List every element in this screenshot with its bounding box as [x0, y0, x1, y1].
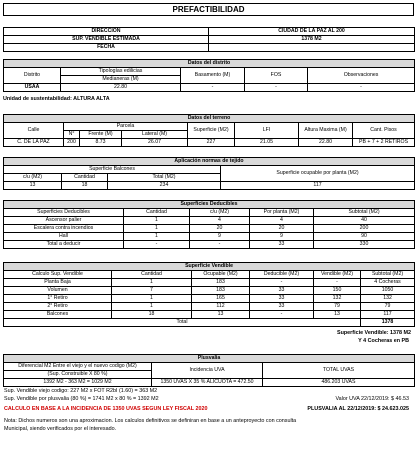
vendible-total-value: 1378	[361, 319, 415, 327]
table-cell: Escalera contra incendios	[4, 225, 124, 233]
total-header: Total (M2)	[108, 174, 221, 182]
table-cell: 1	[112, 303, 192, 311]
superficie-value: 227	[188, 139, 235, 147]
medianeras-value: 22.80	[61, 84, 181, 92]
table-row	[4, 225, 415, 233]
table-cell: 330	[314, 241, 415, 249]
vendible-header: Ocupable (M2)	[192, 271, 250, 279]
table-cell: 4 Cocheras	[361, 279, 415, 287]
table-cell: -	[124, 241, 190, 249]
lfi-value: 21.05	[235, 139, 299, 147]
total-uvas-header: TOTAL UVAS	[263, 363, 415, 379]
table-cell: 9	[250, 233, 314, 241]
deducibles-header: Subtotal (M2)	[314, 209, 415, 217]
calle-value: C. DE LA PAZ	[4, 139, 64, 147]
table-cell: 4	[190, 217, 250, 225]
basamento-header: Basamento (M)	[181, 68, 245, 84]
header-table	[3, 27, 415, 52]
observaciones-value: -	[308, 84, 415, 92]
table-cell: Total a deducir	[4, 241, 124, 249]
table-cell: -	[250, 311, 314, 319]
superficie-header: Superficie (M2)	[188, 123, 235, 139]
deducibles-header: Por planta (M2)	[250, 209, 314, 217]
ocupable-value: 117	[221, 182, 415, 190]
table-cell: 1	[124, 233, 190, 241]
deducibles-section-title: Superficies Deducibles	[4, 201, 415, 209]
vendible-header: Calculo Sup. Vendible	[4, 271, 112, 279]
sup-viejo-codigo: Sup. Vendible viejo codigo: 227 M2 x FOT R2bI (1.60) = 363 M2	[4, 388, 158, 394]
lateral-value: 26.07	[122, 139, 188, 147]
table-cell: 165	[192, 295, 250, 303]
lfi-header: LFI	[235, 123, 299, 139]
table-cell: Planta Baja	[4, 279, 112, 287]
cu-value: 13	[4, 182, 62, 190]
vendible-header: Vendible (M2)	[314, 271, 361, 279]
table-cell: 1	[112, 295, 192, 303]
medianeras-header: Medianeras (M)	[61, 76, 181, 84]
total-row	[4, 319, 415, 327]
table-cell: 1050	[361, 287, 415, 295]
table-cell: 13	[314, 311, 361, 319]
table-row	[4, 303, 415, 311]
altura-header: Altura Maxima (M)	[299, 123, 353, 139]
cantidad-value: 18	[62, 182, 108, 190]
vendible-table	[3, 262, 415, 327]
plusvalia-total: PLUSVALIA AL 22/12/2019: $ 24.623.025	[307, 406, 409, 412]
altura-value: 22.80	[299, 139, 353, 147]
table-cell: 117	[361, 311, 415, 319]
table-cell: 1	[124, 225, 190, 233]
vendible-header: Subtotal (M2)	[361, 271, 415, 279]
page-title: PREFACTIBILIDAD	[3, 3, 414, 16]
unidad-sustentabilidad: Unidad de sustentabilidad: ALTURA ALTA	[3, 96, 110, 102]
tejido-section-title: Aplicación normas de tejido	[4, 158, 415, 166]
terreno-table	[3, 114, 415, 147]
direccion-label: DIRECCION	[4, 28, 209, 36]
table-cell: 13	[192, 311, 250, 319]
diferencial-subheader: (Sup. Construible X 80 %)	[4, 371, 152, 379]
basamento-value: -	[181, 84, 245, 92]
table-cell: Hall	[4, 233, 124, 241]
distrito-value: USAA	[4, 84, 61, 92]
table-cell: 7	[112, 287, 192, 295]
table-cell: 33	[250, 287, 314, 295]
table-cell: 40	[314, 217, 415, 225]
deducibles-header: c/u (M2)	[190, 209, 250, 217]
vendible-total-label: Total	[4, 319, 361, 327]
diferencial-header: Diferencial M2 Entre el viejo y el nuevo codigo (M2)	[4, 363, 152, 371]
vendible-header: Deducible (M2)	[250, 271, 314, 279]
table-cell: 18	[112, 311, 192, 319]
vendible-header: Cantidad	[112, 271, 192, 279]
table-cell: 79	[361, 303, 415, 311]
fos-value: -	[245, 84, 308, 92]
table-cell: 20	[250, 225, 314, 233]
table-cell: 132	[361, 295, 415, 303]
table-cell: 4	[250, 217, 314, 225]
ocupable-header: Superficie ocupable por planta (M2)	[221, 166, 415, 182]
calle-header: Calle	[4, 123, 64, 139]
table-cell: 79	[314, 303, 361, 311]
nota-line-2: Municipal, siendo verificados por el interesado.	[4, 426, 117, 432]
deducibles-header: Cantidad	[124, 209, 190, 217]
vendible-summary: Superficie Vendible: 1378 M2	[337, 330, 411, 336]
fecha-value	[209, 44, 415, 52]
pisos-header: Cant. Pisos	[353, 123, 415, 139]
fecha-label: FECHA	[4, 44, 209, 52]
distrito-table	[3, 59, 415, 92]
plusvalia-table	[3, 354, 415, 387]
nota-line-1: Nota: Dichos numeros son una aproximacion. Los calculos definitivos se definiran en base a un anteproyecto con consulta	[4, 418, 297, 424]
calculo-notice: CALCULO EN BASE A LA INCIDENCIA DE 1350 UVAS SEGUN LEY FISCAL 2020	[4, 406, 208, 412]
lateral-header: Lateral (M)	[122, 131, 188, 139]
sup-vendible-label: SUP. VENDIBLE ESTIMADA	[4, 36, 209, 44]
distrito-header: Distrito	[4, 68, 61, 84]
pisos-value: PB + 7 + 2 RETIROS	[353, 139, 415, 147]
table-cell: 33	[250, 241, 314, 249]
direccion-value: CIUDAD DE LA PAZ AL 200	[209, 28, 415, 36]
table-cell: 150	[314, 287, 361, 295]
table-cell: 33	[250, 303, 314, 311]
table-cell: Ascensor palier	[4, 217, 124, 225]
cantidad-header: Cantidad	[62, 174, 108, 182]
table-cell: 183	[192, 287, 250, 295]
table-cell: Volumen	[4, 287, 112, 295]
table-cell: 2° Retiro	[4, 303, 112, 311]
table-row	[4, 217, 415, 225]
table-cell: 200	[314, 225, 415, 233]
n-value: 200	[64, 139, 80, 147]
sup-plusvalia: Sup. Vendible por plusvalia (80 %) = 1741 M2 x 80 % = 1392 M2	[4, 396, 159, 402]
table-cell: 33	[250, 295, 314, 303]
sup-vendible-value: 1378 M2	[209, 36, 415, 44]
frente-header: Frente (M)	[80, 131, 122, 139]
vendible-section-title: Superficie Vendible	[4, 263, 415, 271]
table-cell: 183	[192, 279, 250, 287]
table-row	[4, 233, 415, 241]
tejido-table	[3, 157, 415, 190]
valor-uva: Valor UVA 22/12/2019: $ 46.53	[335, 396, 409, 402]
total-uvas-value: 486.203 UVAS	[263, 379, 415, 387]
diferencial-value: 1392 M2 - 363 M2 = 1029 M2	[4, 379, 152, 387]
table-row	[4, 295, 415, 303]
incidencia-value: 1350 UVAS X 35 % ALICUOTA = 472.50	[152, 379, 263, 387]
cocheras-summary: Y 4 Cocheras en PB	[358, 338, 409, 344]
deducibles-table	[3, 200, 415, 249]
n-header: N°	[64, 131, 80, 139]
plusvalia-section-title: Plusvalia	[4, 355, 415, 363]
table-cell: -	[250, 279, 314, 287]
table-cell: 1	[112, 279, 192, 287]
table-cell: 112	[192, 303, 250, 311]
table-cell: 9	[190, 233, 250, 241]
parcela-header: Parcela	[64, 123, 188, 131]
observaciones-header: Observaciones	[308, 68, 415, 84]
table-cell: 1° Retiro	[4, 295, 112, 303]
frente-value: 8.73	[80, 139, 122, 147]
balcones-header: Superficie Balcones	[4, 166, 221, 174]
total-value: 234	[108, 182, 221, 190]
fos-header: FOS	[245, 68, 308, 84]
table-cell: 1	[124, 217, 190, 225]
tipologias-header: Tipologías edilicias	[61, 68, 181, 76]
table-cell: 90	[314, 233, 415, 241]
table-cell: -	[190, 241, 250, 249]
table-cell: 20	[190, 225, 250, 233]
distrito-section-title: Datos del distrito	[4, 60, 415, 68]
terreno-section-title: Datos del terreno	[4, 115, 415, 123]
table-row	[4, 279, 415, 287]
incidencia-header: Incidencia UVA	[152, 363, 263, 379]
table-row	[4, 287, 415, 295]
table-cell: 132	[314, 295, 361, 303]
table-cell: -	[314, 279, 361, 287]
table-cell: Balcones	[4, 311, 112, 319]
deducibles-header: Superficies Deducibles	[4, 209, 124, 217]
table-row	[4, 311, 415, 319]
table-row	[4, 241, 415, 249]
cu-header: c/u (M2)	[4, 174, 62, 182]
